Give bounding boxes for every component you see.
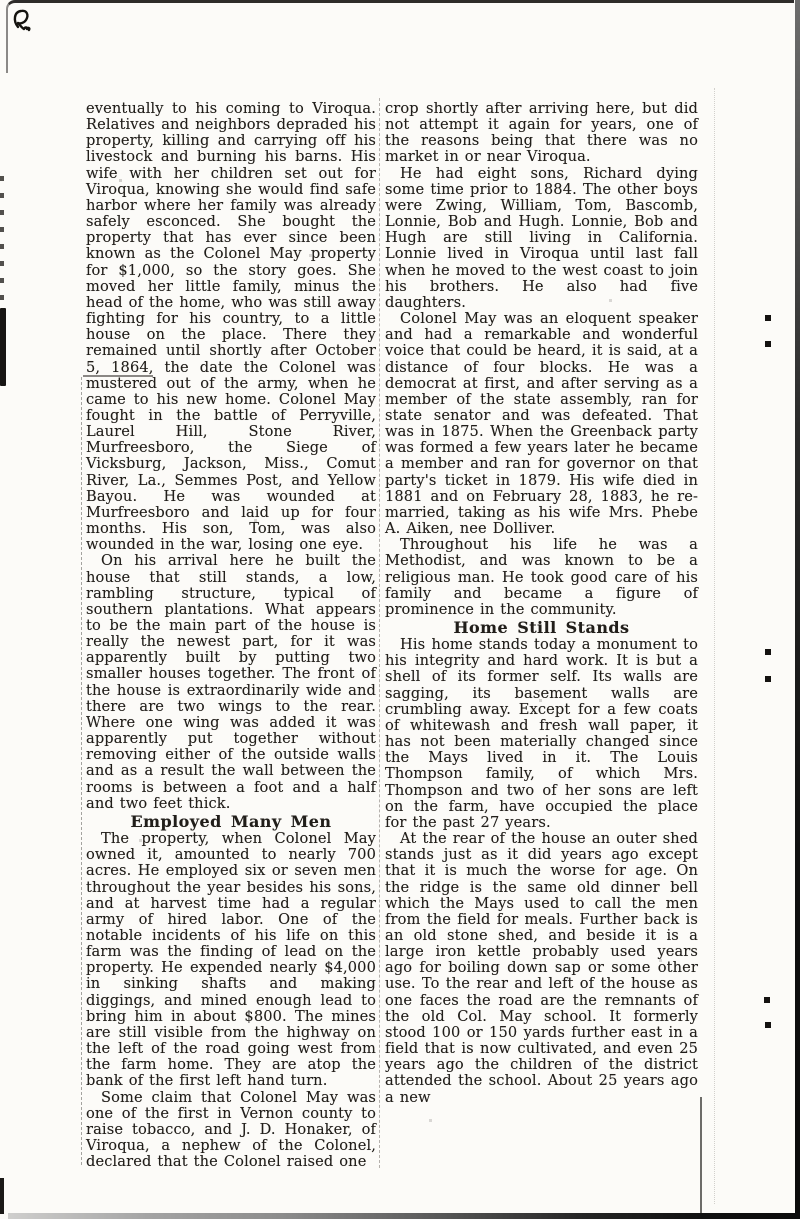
article-paragraph: crop shortly after arriving here, but did not attempt it again for years, one of the reasons being that there was no market in or near Viroqua. (385, 100, 698, 166)
clipping-rule-vertical (81, 377, 82, 1165)
scan-edge-right (795, 0, 800, 1219)
scan-speckles (0, 0, 1, 1)
article-paragraph: Some claim that Colonel May was one of the first in Vernon county to raise tobacco, and J. D. Honaker, of Viroqua, a nephew of the Colonel, declared that the Colonel raised one (86, 1088, 376, 1171)
right-column-rule (714, 88, 715, 1204)
scan-edge-left-fragments (0, 176, 4, 308)
article-paragraph: On his arrival here he built the house that still stands, a low, rambling structure, typical of southern plantations. What appears to be the main part of the house is really the newest part, for it was apparently built by putting two smaller houses together. The front of the house is extraordinarily wide and there are two wings to the rear. Where one wing was added it was apparently put together without removing either of the outside walls and as a result the wall between the rooms is between a foot and a half and two feet thick. (86, 552, 376, 812)
column-divider (379, 98, 380, 1168)
article-paragraph: At the rear of the house an outer shed stands just as it did years ago except that it is much the worse for age. On the ridge is the same old dinner bell which the Mays used to call the men from the field for meals. Further back is an old stone shed, and beside it is a large iron kettle probably used years ago for boiling down sap or some other use. To the rear and left of the house as one faces the road are the remnants of the old Col. May school. It formerly stood 100 or 150 yards further east in a field that is now cultivated, and even 25 years ago the children of the district attended the school. About 25 years ago a new (385, 830, 698, 1106)
section-heading: Employed Many Men (130, 811, 332, 831)
scan-edge-bottom (8, 1213, 800, 1219)
handwritten-page-number (11, 7, 39, 37)
margin-dot (765, 676, 771, 682)
scan-edge-left-bar (0, 308, 6, 386)
article-paragraph: Colonel May was an eloquent speaker and had a remarkable and wonderful voice that could be heard, it is said, at a distance of four blocks. He was a democrat at first, and after serving as a member of the state assembly, ran for state senator and was defeated. That was in 1875. When the Greenback party was formed a few years later he became a member and ran for governor on that party's ticket in 1879. His wife died in 1881 and on February 28, 1883, he re-married, taking as his wife Mrs. Phebe A. Aiken, nee Dolliver. (385, 310, 698, 538)
section-heading: Home Still Stands (453, 618, 630, 637)
margin-dot (765, 649, 771, 655)
margin-dot (764, 997, 770, 1003)
article-column-left (86, 101, 376, 1170)
article-paragraph: The property, when Colonel May owned it, amounted to nearly 700 acres. He employed six or seven men throughout the year besides his sons, and at harvest time had a regular army of hired labor. One of the notable incidents of his life on this farm was the finding of lead on the property. He expended nearly $4,000 in sinking shafts and making diggings, and mined enough lead to bring him in about $800. The mines are still visible from the highway on the left of the road going west from the farm home. They are atop the bank of the first left hand turn. (86, 830, 376, 1090)
article-paragraph: Throughout his life he was a Methodist, and was known to be a religious man. He took good care of his family and became a figure of prominence in the community. (385, 536, 698, 618)
article-paragraph: He had eight sons, Richard dying some time prior to 1884. The other boys were Zwing, William, Tom, Bascomb, Lonnie, Bob and Hugh. Lonnie, Bob and Hugh are still living in California. Lonnie lived in Viroqua until last fall when he moved to the west coast to join his brothers. He also had five daughters. (385, 164, 698, 311)
margin-dot (765, 341, 771, 347)
bottom-right-rule (700, 1097, 702, 1213)
scan-edge-left-bar-bottom (0, 1178, 4, 1214)
margin-dot (765, 1022, 771, 1028)
article-column-right (385, 101, 698, 1106)
article-paragraph: eventually to his coming to Viroqua. Relatives and neighbors depraded his property, killing and carrying off his livestock and burning his barns. His wife with her children set out for Viroqua, knowing she would find safe harbor where her family was already safely esconced. She bought the property that has ever since been known as the Colonel May property for $1,000, so the story goes. She moved her little family, minus the head of the home, who was still away fighting for his country, to a little house on the place. There they remained until shortly after October 5, 1864, the date the Colonel was mustered out of the army, when he came to his new home. Colonel May fought in the battle of Perryville, Laurel Hill, Stone River, Murfreesboro, the Siege of Vicksburg, Jackson, Miss., Comut River, La., Semmes Post, and Yellow Bayou. He was wounded at Murfreesboro and laid up for four months. His son, Tom, was also wounded in the war, losing one eye. (86, 100, 376, 554)
margin-dot (765, 315, 771, 321)
page-edge-outline (6, 0, 794, 73)
article-paragraph: His home stands today a monument to his integrity and hard work. It is but a shell of its former self. Its walls are sagging, its basement walls are crumbling away. Except for a few coats of whitewash and fresh wall paper, it has not been materially changed since the Mays lived in it. The Louis Thompson family, of which Mrs. Thompson and two of her sons are left on the farm, have occupied the place for the past 27 years. (385, 636, 698, 831)
